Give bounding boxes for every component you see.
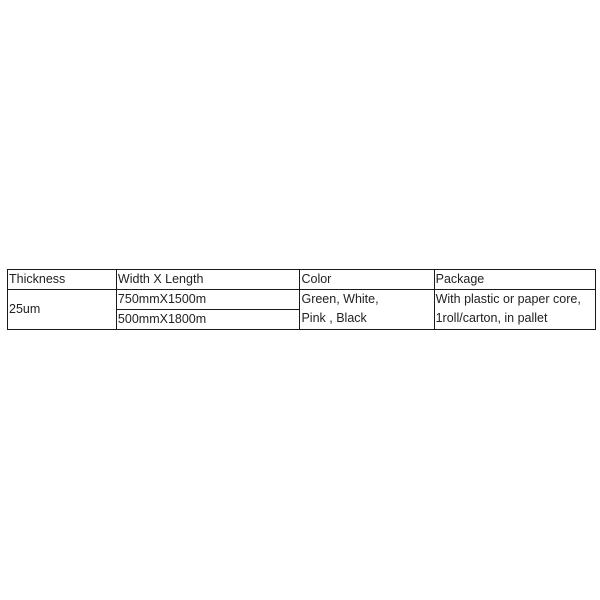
color-cell (300, 290, 434, 330)
package-cell (434, 290, 595, 330)
thickness-cell: 25um (8, 290, 117, 330)
header-color: Color (300, 270, 434, 290)
color-line-2: Pink , Black (301, 311, 367, 325)
color-line-1: Green, White, (301, 292, 379, 306)
product-spec-table (7, 269, 596, 330)
package-line-1: With plastic or paper core, (435, 292, 581, 306)
package-line-2: 1roll/carton, in pallet (435, 311, 548, 325)
table-header-row (8, 270, 596, 290)
table-row (8, 290, 596, 310)
header-thickness: Thickness (8, 270, 117, 290)
header-width-length: Width X Length (116, 270, 300, 290)
size-cell-2: 500mmX1800m (116, 310, 300, 330)
size-cell-1: 750mmX1500m (116, 290, 300, 310)
header-package: Package (434, 270, 595, 290)
